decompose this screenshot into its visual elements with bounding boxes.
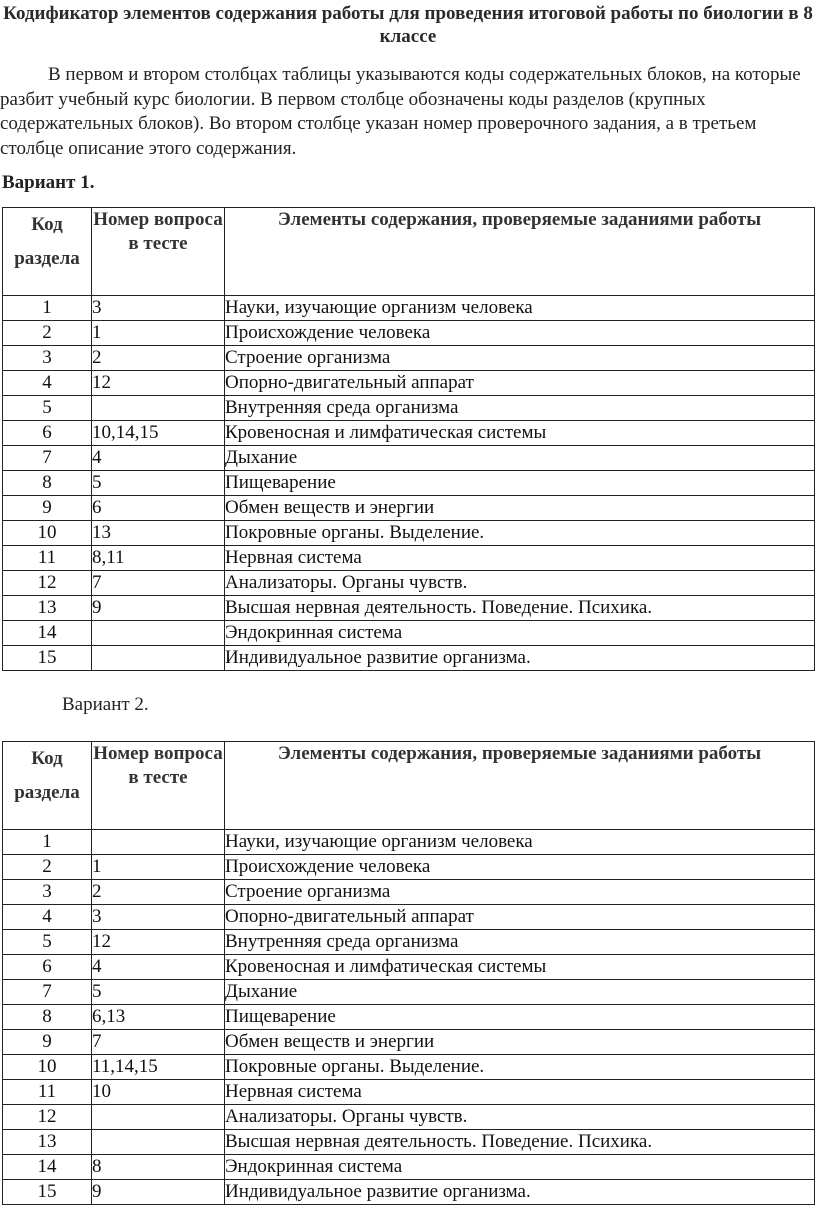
section-code-cell: 13 [3, 1130, 92, 1155]
table-row [3, 855, 815, 880]
table-row [3, 830, 815, 855]
section-code-cell: 8 [3, 1005, 92, 1030]
question-number-cell [92, 646, 225, 671]
table-row [3, 496, 815, 521]
table-row [3, 646, 815, 671]
table-row [3, 371, 815, 396]
header-code: Код раздела [3, 742, 92, 830]
section-code-cell: 15 [3, 646, 92, 671]
header-content-elements: Элементы содержания, проверяемые заданиями работы [225, 208, 815, 296]
content-element-cell: Строение организма [225, 346, 815, 371]
section-code-cell: 11 [3, 546, 92, 571]
section-code-cell: 9 [3, 1030, 92, 1055]
table-row [3, 296, 815, 321]
question-number-cell [92, 1105, 225, 1130]
question-number-cell: 5 [92, 471, 225, 496]
section-code-cell: 6 [3, 955, 92, 980]
table-row [3, 321, 815, 346]
table-row [3, 1055, 815, 1080]
section-code-cell: 1 [3, 296, 92, 321]
section-code-cell: 14 [3, 1155, 92, 1180]
question-number-cell: 8,11 [92, 546, 225, 571]
question-number-cell [92, 1130, 225, 1155]
table-row [3, 596, 815, 621]
section-code-cell: 2 [3, 855, 92, 880]
content-element-cell: Нервная система [225, 546, 815, 571]
variant-1-heading: Вариант 1. [2, 172, 95, 193]
question-number-cell: 13 [92, 521, 225, 546]
content-element-cell: Кровеносная и лимфатическая системы [225, 955, 815, 980]
variant-2-heading: Вариант 2. [62, 694, 149, 715]
section-code-cell: 12 [3, 571, 92, 596]
section-code-cell: 10 [3, 1055, 92, 1080]
question-number-cell: 2 [92, 346, 225, 371]
content-element-cell: Пищеварение [225, 471, 815, 496]
content-element-cell: Индивидуальное развитие организма. [225, 1180, 815, 1205]
content-element-cell: Науки, изучающие организм человека [225, 296, 815, 321]
content-element-cell: Анализаторы. Органы чувств. [225, 571, 815, 596]
content-element-cell: Внутренняя среда организма [225, 930, 815, 955]
table-row [3, 421, 815, 446]
content-element-cell: Эндокринная система [225, 621, 815, 646]
table-row [3, 446, 815, 471]
question-number-cell: 6,13 [92, 1005, 225, 1030]
table-row [3, 1105, 815, 1130]
table-row [3, 571, 815, 596]
variant-1-table [2, 207, 815, 671]
content-element-cell: Науки, изучающие организм человека [225, 830, 815, 855]
question-number-cell: 10 [92, 1080, 225, 1105]
section-code-cell: 14 [3, 621, 92, 646]
table-row [3, 905, 815, 930]
question-number-cell [92, 396, 225, 421]
question-number-cell: 12 [92, 930, 225, 955]
header-question-number: Номер вопроса в тесте [92, 742, 225, 830]
question-number-cell [92, 621, 225, 646]
content-element-cell: Высшая нервная деятельность. Поведение. Психика. [225, 1130, 815, 1155]
question-number-cell: 6 [92, 496, 225, 521]
table-row [3, 930, 815, 955]
question-number-cell [92, 830, 225, 855]
content-element-cell: Покровные органы. Выделение. [225, 521, 815, 546]
section-code-cell: 8 [3, 471, 92, 496]
section-code-cell: 2 [3, 321, 92, 346]
table-row [3, 980, 815, 1005]
content-element-cell: Пищеварение [225, 1005, 815, 1030]
content-element-cell: Внутренняя среда организма [225, 396, 815, 421]
question-number-cell: 2 [92, 880, 225, 905]
content-element-cell: Анализаторы. Органы чувств. [225, 1105, 815, 1130]
section-code-cell: 6 [3, 421, 92, 446]
table-row [3, 521, 815, 546]
header-content-elements: Элементы содержания, проверяемые заданиями работы [225, 742, 815, 830]
document-title: Кодификатор элементов содержания работы для проведения итоговой работы по биологии в 8 классе [3, 3, 813, 47]
content-element-cell: Дыхание [225, 446, 815, 471]
question-number-cell: 3 [92, 296, 225, 321]
table-header-row [3, 208, 815, 296]
variant-2-table [2, 741, 815, 1205]
content-element-cell: Нервная система [225, 1080, 815, 1105]
question-number-cell: 12 [92, 371, 225, 396]
table-row [3, 546, 815, 571]
question-number-cell: 3 [92, 905, 225, 930]
section-code-cell: 3 [3, 346, 92, 371]
table-row [3, 1180, 815, 1205]
section-code-cell: 15 [3, 1180, 92, 1205]
content-element-cell: Кровеносная и лимфатическая системы [225, 421, 815, 446]
question-number-cell: 11,14,15 [92, 1055, 225, 1080]
table-row [3, 1080, 815, 1105]
section-code-cell: 5 [3, 396, 92, 421]
table-row [3, 346, 815, 371]
content-element-cell: Эндокринная система [225, 1155, 815, 1180]
table-row [3, 396, 815, 421]
section-code-cell: 7 [3, 446, 92, 471]
question-number-cell: 4 [92, 955, 225, 980]
section-code-cell: 4 [3, 905, 92, 930]
question-number-cell: 9 [92, 596, 225, 621]
content-element-cell: Покровные органы. Выделение. [225, 1055, 815, 1080]
header-question-number: Номер вопроса в тесте [92, 208, 225, 296]
table-row [3, 1130, 815, 1155]
question-number-cell: 1 [92, 321, 225, 346]
table-row [3, 621, 815, 646]
section-code-cell: 11 [3, 1080, 92, 1105]
content-element-cell: Опорно-двигательный аппарат [225, 905, 815, 930]
table-row [3, 471, 815, 496]
table-row [3, 1005, 815, 1030]
content-element-cell: Индивидуальное развитие организма. [225, 646, 815, 671]
table-row [3, 1030, 815, 1055]
question-number-cell: 7 [92, 571, 225, 596]
content-element-cell: Обмен веществ и энергии [225, 1030, 815, 1055]
section-code-cell: 5 [3, 930, 92, 955]
question-number-cell: 10,14,15 [92, 421, 225, 446]
section-code-cell: 13 [3, 596, 92, 621]
question-number-cell: 5 [92, 980, 225, 1005]
table-row [3, 1155, 815, 1180]
section-code-cell: 9 [3, 496, 92, 521]
section-code-cell: 1 [3, 830, 92, 855]
content-element-cell: Обмен веществ и энергии [225, 496, 815, 521]
section-code-cell: 4 [3, 371, 92, 396]
content-element-cell: Высшая нервная деятельность. Поведение. Психика. [225, 596, 815, 621]
table-header-row [3, 742, 815, 830]
table-row [3, 880, 815, 905]
content-element-cell: Опорно-двигательный аппарат [225, 371, 815, 396]
content-element-cell: Строение организма [225, 880, 815, 905]
table-row [3, 955, 815, 980]
content-element-cell: Происхождение человека [225, 855, 815, 880]
header-code: Код раздела [3, 208, 92, 296]
intro-paragraph: В первом и втором столбцах таблицы указываются коды содержательных блоков, на которые разбит учебный курс биологии. В первом столбце обозначены коды разделов (крупных содержательных блоков). Во втором столбце указан номер проверочного задания, а в третьем столбце описание этого содержания. [0, 64, 801, 159]
question-number-cell: 9 [92, 1180, 225, 1205]
section-code-cell: 12 [3, 1105, 92, 1130]
question-number-cell: 1 [92, 855, 225, 880]
section-code-cell: 7 [3, 980, 92, 1005]
question-number-cell: 4 [92, 446, 225, 471]
section-code-cell: 3 [3, 880, 92, 905]
question-number-cell: 7 [92, 1030, 225, 1055]
question-number-cell: 8 [92, 1155, 225, 1180]
section-code-cell: 10 [3, 521, 92, 546]
content-element-cell: Дыхание [225, 980, 815, 1005]
content-element-cell: Происхождение человека [225, 321, 815, 346]
